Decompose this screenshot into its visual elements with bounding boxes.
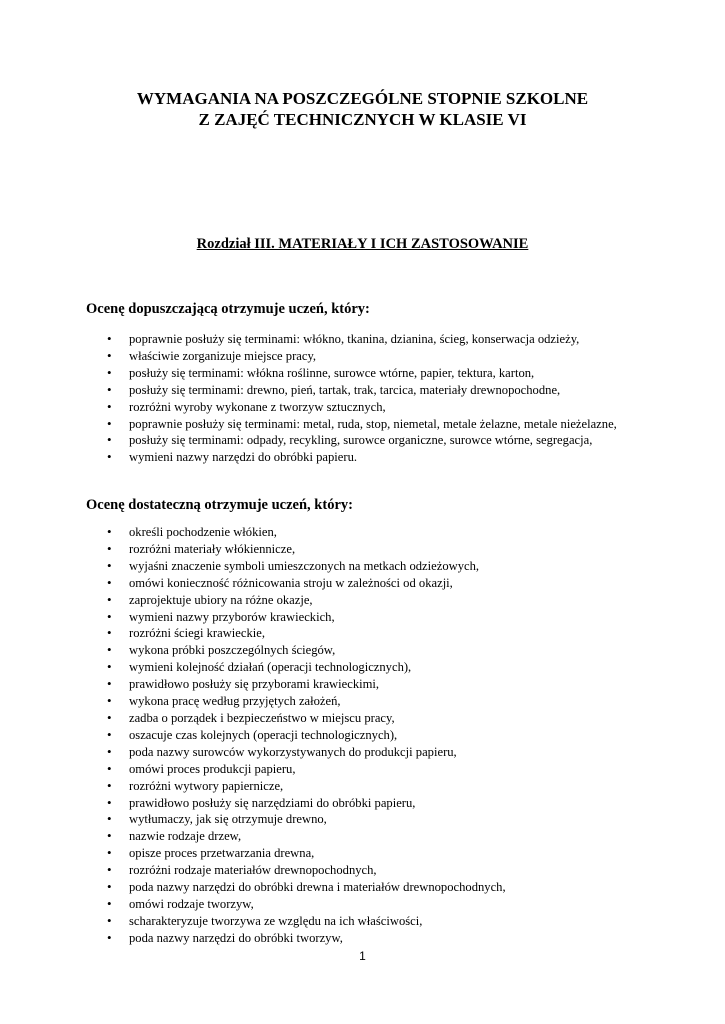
list-item: • omówi rodzaje tworzyw,: [86, 896, 646, 913]
list-item: • rozróżni wytwory papiernicze,: [86, 778, 646, 795]
list-item: • wyjaśni znaczenie symboli umieszczonych na metkach odzieżowych,: [86, 558, 646, 575]
list-item: • nazwie rodzaje drzew,: [86, 828, 646, 845]
list-item: • wytłumaczy, jak się otrzymuje drewno,: [86, 811, 646, 828]
list-item: • wymieni nazwy przyborów krawieckich,: [86, 609, 646, 626]
list-item: • rozróżni ściegi krawieckie,: [86, 625, 646, 642]
title-line-1: WYMAGANIA NA POSZCZEGÓLNE STOPNIE SZKOLNE: [136, 89, 589, 108]
list-item: • omówi proces produkcji papieru,: [86, 761, 646, 778]
list-item: • poprawnie posłuży się terminami: włókno, tkanina, dzianina, ścieg, konserwacja odzieży,: [86, 331, 646, 348]
list-item: • wymieni nazwy narzędzi do obróbki papieru.: [86, 449, 646, 466]
list-item: • rozróżni rodzaje materiałów drewnopochodnych,: [86, 862, 646, 879]
list-item: • poprawnie posłuży się terminami: metal, ruda, stop, niemetal, metale żelazne, metale nieżelazne,: [86, 416, 646, 433]
list-item: • posłuży się terminami: włókna roślinne, surowce wtórne, papier, tektura, karton,: [86, 365, 646, 382]
list-item: • wykona pracę według przyjętych założeń,: [86, 693, 646, 710]
list-item: • rozróżni materiały włókiennicze,: [86, 541, 646, 558]
list-item: • posłuży się terminami: odpady, recykling, surowce organiczne, surowce wtórne, segregacja,: [86, 432, 646, 449]
list-item: • poda nazwy surowców wykorzystywanych do produkcji papieru,: [86, 744, 646, 761]
list-item: • prawidłowo posłuży się narzędziami do obróbki papieru,: [86, 795, 646, 812]
requirements-list-dostateczna: [86, 524, 646, 947]
title-line-2: Z ZAJĘĆ TECHNICZNYCH W KLASIE VI: [198, 110, 527, 129]
section-heading-dostateczna: Ocenę dostateczną otrzymuje uczeń, który:: [86, 497, 353, 513]
list-item: • poda nazwy narzędzi do obróbki tworzyw,: [86, 930, 646, 947]
section-heading-dopuszczajaca: Ocenę dopuszczającą otrzymuje uczeń, który:: [86, 301, 370, 317]
list-item: • oszacuje czas kolejnych (operacji technologicznych),: [86, 727, 646, 744]
page-number: 1: [359, 949, 366, 963]
requirements-list-dopuszczajaca: [86, 331, 646, 466]
list-item: • zadba o porządek i bezpieczeństwo w miejscu pracy,: [86, 710, 646, 727]
list-item: • prawidłowo posłuży się przyborami krawieckimi,: [86, 676, 646, 693]
list-item: • rozróżni wyroby wykonane z tworzyw sztucznych,: [86, 399, 646, 416]
list-item: • poda nazwy narzędzi do obróbki drewna i materiałów drewnopochodnych,: [86, 879, 646, 896]
document-title: [0, 88, 725, 130]
chapter-heading: Rozdział III. MATERIAŁY I ICH ZASTOSOWANIE: [196, 236, 529, 252]
list-item: • określi pochodzenie włókien,: [86, 524, 646, 541]
list-item: • omówi konieczność różnicowania stroju w zależności od okazji,: [86, 575, 646, 592]
list-item: • właściwie zorganizuje miejsce pracy,: [86, 348, 646, 365]
list-item: • posłuży się terminami: drewno, pień, tartak, trak, tarcica, materiały drewnopochodne,: [86, 382, 646, 399]
list-item: • scharakteryzuje tworzywa ze względu na ich właściwości,: [86, 913, 646, 930]
list-item: • wykona próbki poszczególnych ściegów,: [86, 642, 646, 659]
list-item: • wymieni kolejność działań (operacji technologicznych),: [86, 659, 646, 676]
list-item: • zaprojektuje ubiory na różne okazje,: [86, 592, 646, 609]
list-item: • opisze proces przetwarzania drewna,: [86, 845, 646, 862]
